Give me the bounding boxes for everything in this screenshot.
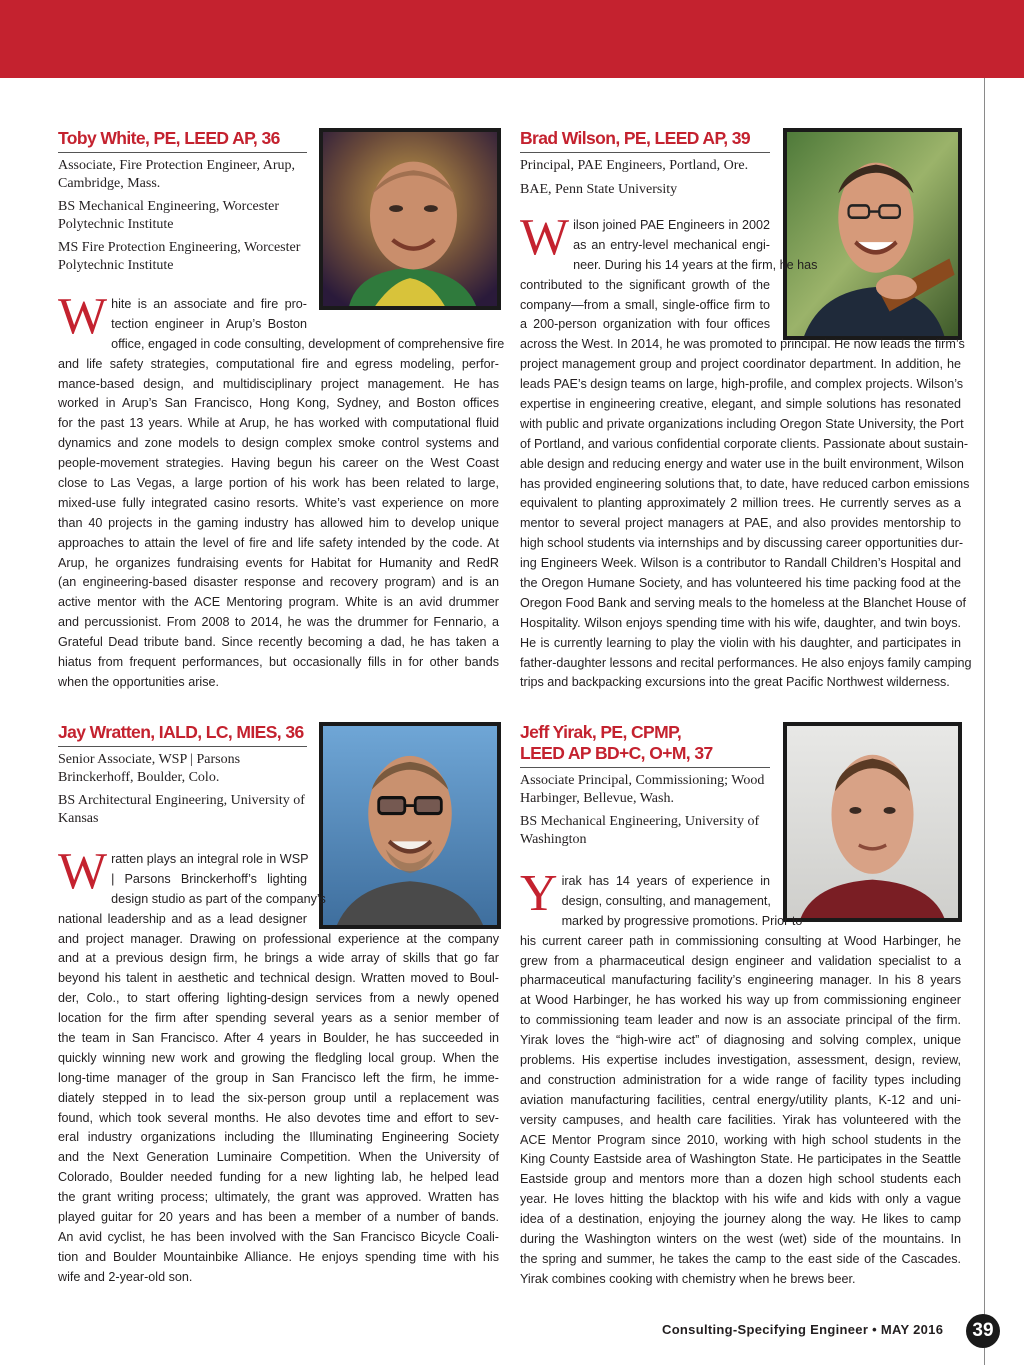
profile-credentials [58, 157, 307, 274]
profile-credentials [520, 772, 770, 848]
drop-cap: W [58, 288, 108, 345]
drop-cap: W [58, 843, 108, 900]
profile-bio: W ratten plays an integral role in WSP | Parsons Brinckerhoff’s lighting design studio as part of the company’s national leadership and as a lead designer and project manager. Drawing on professional experience at the company and at a previous design firm, he brings a wide array of skills that go far beyond his talent in aesthetic and technical design. Wratten moved to Boul- der, Colo., to start offering lighting-design services from a newly opened location for the firm after spending several years as a senior member of the team in San Francisco. After 4 years in Boulder, he has succeeded in quickly winning new work and growing the fledgling local group. When the long-time manager of the group in San Francisco left the firm, he imme- diately stepped in to lead the six-person group until a replacement was found, which took several months. He also devotes time and effort to sev- eral industry organizations including the Illuminating Engineering Society and the Next Generation Luminaire Competition. When the University of Colorado, Boulder needed funding for a new lighting lab, he helped lead the grant writing process; ultimately, the grant was approved. Wratten has played guitar for 20 years and has been a member of a number of bands. An avid cyclist, he has been involved with the San Francisco Bicycle Coali- tion and Boulder Mountainbike Alliance. He enjoys spending time with his wife and 2-year-old son. [58, 843, 499, 1284]
profile-name: Jeff Yirak, PE, CPMP, LEED AP BD+C, O+M, 37 [520, 722, 770, 768]
profile-bio: W hite is an associate and fire pro- tection engineer in Arup’s Boston office, engaged in code consulting, development of comprehensive fire and life safety strategies, computational fire and egress modeling, perfor- mance-based design, and multidisciplinary project management. He has worked in Arup’s San Francisco, Hong Kong, Sydney, and Boston offices for the past 13 years. While at Arup, he has worked with computational fluid dynamics and zone models to design complex smoke control systems and people-movement strategies. Having begun his career on the West Coast close to Las Vegas, a large portion of his work has been related to large, mixed-use fully integrated casino resorts. White’s vast experience on more than 40 projects in the gaming industry has allowed him to develop unique approaches to attain the level of fire and life safety intended by the code. At Arup, he organizes fundraising events for Habitat for Humanity and RedR (an engineering-based disaster response and recovery program) and is an active mentor with the ACE Mentoring program. White is an avid drummer and percussionist. From 2008 to 2014, he was the drummer for Fennario, a Grateful Dead tribute band. Since recently becoming a dad, he has taken a hiatus from frequent performances, but occasionally fills in for other bands when the opportunities arise. [58, 288, 505, 689]
footer-publication: Consulting-Specifying Engineer • MAY 2016 [662, 1322, 944, 1337]
profile-degree: BAE, Penn State University [520, 181, 678, 197]
profile-degree: MS Fire Protection Engineering, Worcester Polytechnic Institute [58, 240, 301, 273]
page-edge-rule [984, 78, 985, 1365]
page-number: 39 [966, 1314, 1000, 1348]
profile-toby-white [58, 128, 307, 280]
drop-cap: Y [520, 865, 558, 922]
profile-degree: BS Mechanical Engineering, University of Washington [520, 814, 760, 847]
profile-jeff-yirak [520, 722, 770, 854]
profile-brad-wilson [520, 128, 770, 204]
headshot-photo [319, 128, 501, 310]
profile-degree: BS Architectural Engineering, University of Kansas [58, 793, 305, 826]
profile-bio: Y irak has 14 years of experience in design, consulting, and management, marked by progressive promotions. Prior to his current career path in commissioning consulting at Wood Harbinger, he grew from a pharmaceutical design engineer and validation specialist to a pharmaceutical manufacturing facility’s engineering manager. In his 8 years at Wood Harbinger, he has worked his way up from commissioning engineer to commissioning team leader and now is an associate principal of the firm. Yirak loves the “high-wire act” of diagnosing and solving complex, unique problems. His expertise includes investigation, assessment, design, review, and construction administration for a wide range of facility types including aviation manufacturing facilities, central energy/utility plants, K-12 and uni- versity campuses, and health care facilities. Yirak has volunteered with the ACE Mentor Program since 2010, working with high school students in the King County Eastside area of Washington State. He participates in the Seattle Eastside group and mentors more than a dozen high school students each year. He loves hitting the blacktop with his wife and kids with only a vague idea of a destination, enjoying the journey along the way. He likes to camp during the Washington winters on the west (wet) side of the mountains. In the spring and summer, he takes the camp to the east side of the Cascades. Yirak combines cooking with chemistry when he brews beer. [520, 865, 961, 1286]
drop-cap: W [520, 209, 570, 266]
profile-credentials [58, 751, 307, 827]
profile-degree: BS Mechanical Engineering, Worcester Polytechnic Institute [58, 199, 279, 232]
profile-title: Associate, Fire Protection Engineer, Arup, Cambridge, Mass. [58, 158, 295, 191]
profile-title: Principal, PAE Engineers, Portland, Ore. [520, 158, 749, 173]
profile-title: Senior Associate, WSP | Parsons Brinckerhoff, Boulder, Colo. [58, 752, 241, 785]
profile-name: Brad Wilson, PE, LEED AP, 39 [520, 128, 770, 153]
profile-title: Associate Principal, Commissioning; Wood Harbinger, Bellevue, Wash. [520, 773, 765, 806]
profile-bio: W ilson joined PAE Engineers in 2002 as an entry-level mechanical engi- neer. During his 14 years at the firm, he has contributed to the significant growth of the company—from a small, single-office firm to a 200-person organization with four offices across the West. In 2014, he was promoted to principal. He now leads the firm’s project management group and project coordinator department. In addition, he leads PAE’s design teams on large, high-profile, and complex projects. Wilson’s expertise in engineering creative, elegant, and simple solutions has resonated with public and private organizations including Oregon State University, the Port of Portland, and various confidential corporate clients. Passionate about sustain- able design and reducing energy and water use in the built environment, Wilson has provided engineering solutions that, to date, have reduced carbon emissions equivalent to planting approximately 2 million trees. He currently serves as a mentor to several project managers at PAE, and also provides mentorship to high school students via internships and by discussing career opportunities dur- ing Engineers Week. Wilson is a contributor to Randall Children’s Hospital and the Oregon Humane Society, and has volunteered his time packing food at the Oregon Food Bank and serving meals to the homeless at the Blanchet House of Hospitality. Wilson enjoys spending time with his wife, daughter, and twin boys. He is currently learning to play the violin with his daughter, and participates in father-daughter lessons and recital performances. He also enjoys family camping trips and backpacking excursions into the great Pacific Northwest wilderness. [520, 209, 972, 690]
profile-name: Jay Wratten, IALD, LC, MIES, 36 [58, 722, 307, 747]
header-banner [0, 0, 1024, 78]
profile-name: Toby White, PE, LEED AP, 36 [58, 128, 307, 153]
profile-jay-wratten [58, 722, 307, 833]
profile-credentials [520, 157, 770, 198]
